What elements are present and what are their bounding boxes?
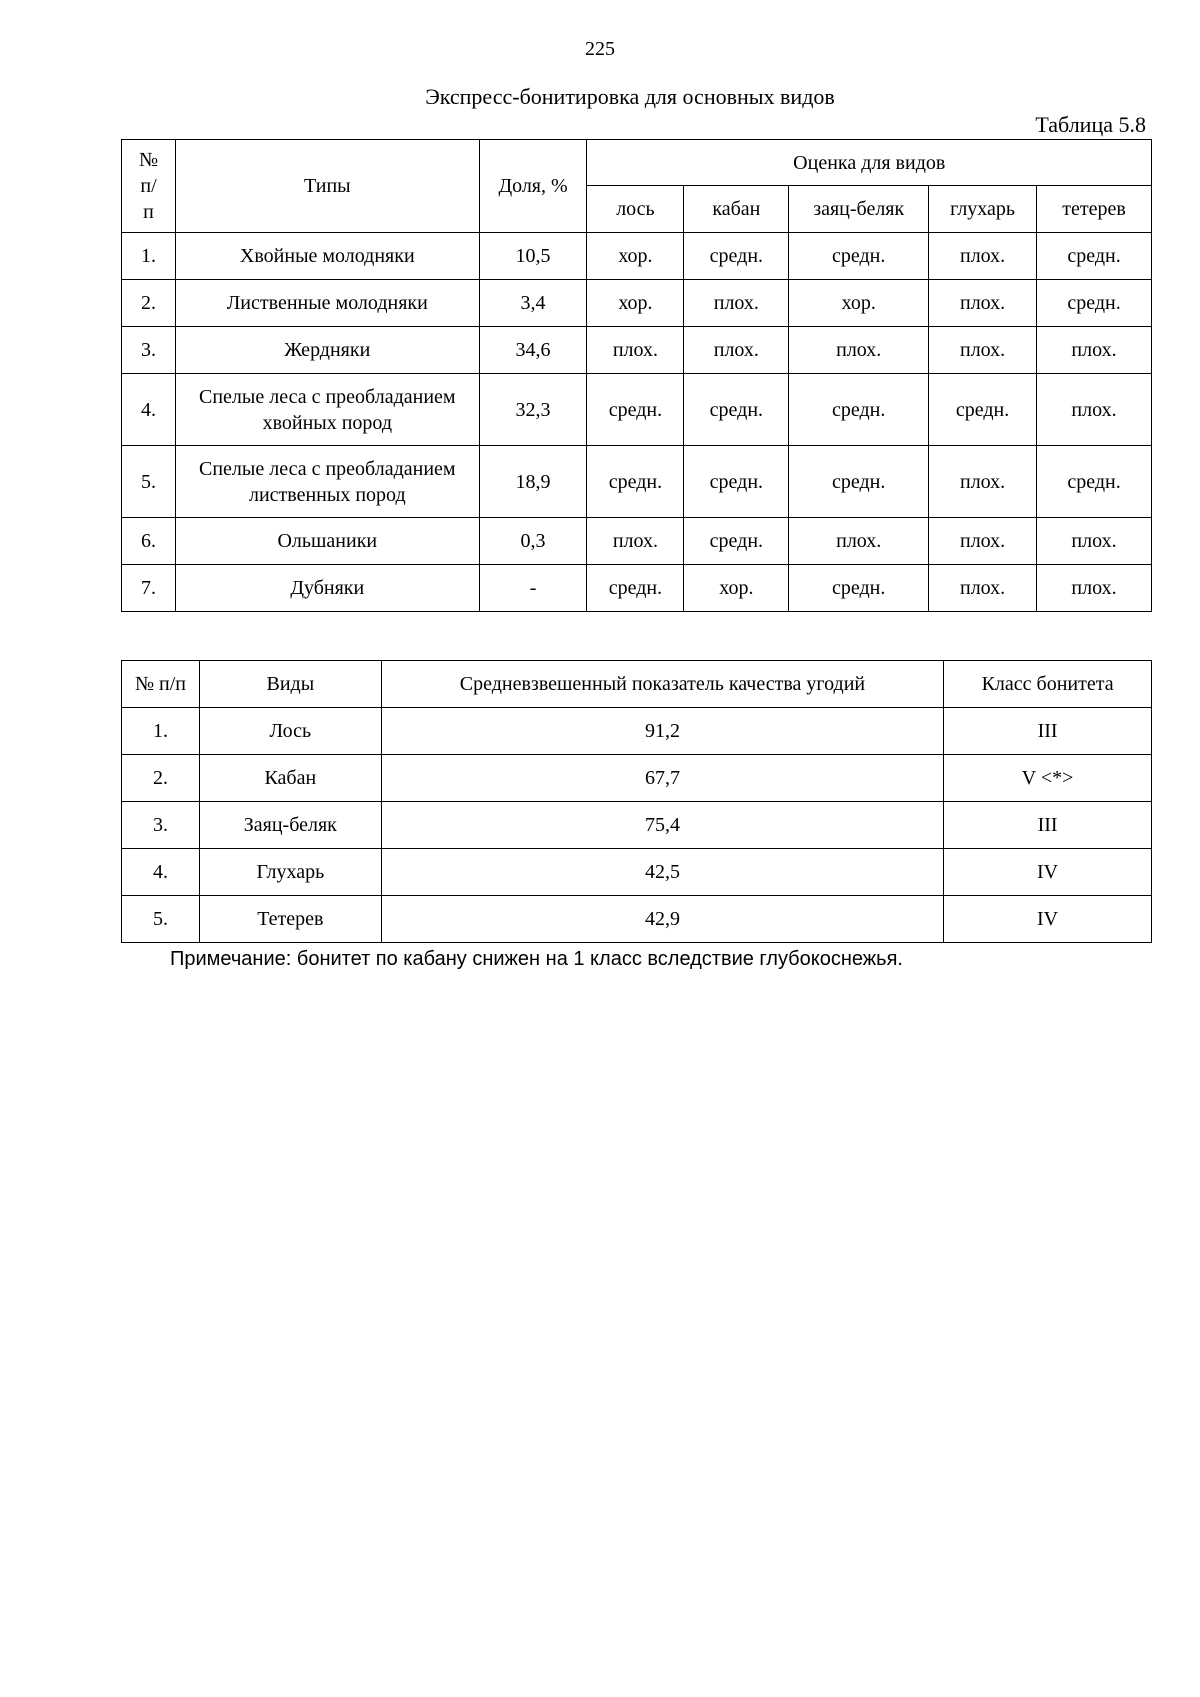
row-type: Жердняки xyxy=(175,327,479,374)
row-rating: средн. xyxy=(789,374,929,446)
header-species: заяц-беляк xyxy=(789,186,929,233)
row-rating: хор. xyxy=(789,280,929,327)
row-rating: плох. xyxy=(929,233,1037,280)
table-note: Примечание: бонитет по кабану снижен на 1 класс вследствие глубокоснежья. xyxy=(170,948,903,970)
header-quality-index: Средневзвешенный показатель качества угодий xyxy=(381,661,943,708)
header-share: Доля, % xyxy=(479,140,587,233)
table-row xyxy=(122,755,1152,802)
row-share: - xyxy=(479,565,587,612)
row-rating: средн. xyxy=(789,446,929,518)
row-share: 10,5 xyxy=(479,233,587,280)
table-row xyxy=(122,896,1152,943)
row-num: 3. xyxy=(122,802,200,849)
row-rating: средн. xyxy=(1037,446,1152,518)
row-rating: плох. xyxy=(929,280,1037,327)
row-type: Дубняки xyxy=(175,565,479,612)
row-rating: средн. xyxy=(684,233,789,280)
row-num: 5. xyxy=(122,896,200,943)
row-type: Спелые леса с преобладанием лиственных пород xyxy=(175,446,479,518)
row-num: 7. xyxy=(122,565,176,612)
row-rating: плох. xyxy=(929,518,1037,565)
habitat-rating-table xyxy=(121,139,1152,612)
row-rating: плох. xyxy=(684,280,789,327)
row-rating: средн. xyxy=(684,374,789,446)
row-num: 5. xyxy=(122,446,176,518)
row-bonitet-class: IV xyxy=(944,849,1152,896)
row-bonitet-class: III xyxy=(944,802,1152,849)
bonitet-class-table xyxy=(121,660,1152,943)
row-rating: плох. xyxy=(587,518,684,565)
row-quality-index: 91,2 xyxy=(381,708,943,755)
table-row xyxy=(122,708,1152,755)
header-rating: Оценка для видов xyxy=(587,140,1152,186)
row-share: 0,3 xyxy=(479,518,587,565)
row-rating: средн. xyxy=(929,374,1037,446)
row-rating: хор. xyxy=(684,565,789,612)
table-label: Таблица 5.8 xyxy=(1035,112,1146,137)
row-num: 4. xyxy=(122,374,176,446)
row-rating: плох. xyxy=(789,327,929,374)
row-rating: плох. xyxy=(684,327,789,374)
row-num: 6. xyxy=(122,518,176,565)
row-rating: плох. xyxy=(587,327,684,374)
row-share: 34,6 xyxy=(479,327,587,374)
header-species: глухарь xyxy=(929,186,1037,233)
header-species: тетерев xyxy=(1037,186,1152,233)
row-quality-index: 75,4 xyxy=(381,802,943,849)
row-rating: плох. xyxy=(1037,327,1152,374)
row-rating: средн. xyxy=(1037,280,1152,327)
table-header-row xyxy=(122,140,1152,186)
header-species: кабан xyxy=(684,186,789,233)
row-rating: плох. xyxy=(929,446,1037,518)
row-quality-index: 42,9 xyxy=(381,896,943,943)
row-species: Глухарь xyxy=(199,849,381,896)
row-type: Ольшаники xyxy=(175,518,479,565)
row-type: Спелые леса с преобладанием хвойных пород xyxy=(175,374,479,446)
row-species: Лось xyxy=(199,708,381,755)
row-rating: средн. xyxy=(587,374,684,446)
row-rating: плох. xyxy=(1037,565,1152,612)
header-types: Типы xyxy=(175,140,479,233)
row-rating: средн. xyxy=(587,446,684,518)
row-rating: плох. xyxy=(1037,374,1152,446)
table-row xyxy=(122,802,1152,849)
table-row xyxy=(122,849,1152,896)
row-rating: хор. xyxy=(587,280,684,327)
row-bonitet-class: IV xyxy=(944,896,1152,943)
header-bonitet-class: Класс бонитета xyxy=(944,661,1152,708)
row-bonitet-class: III xyxy=(944,708,1152,755)
row-rating: средн. xyxy=(1037,233,1152,280)
row-species: Тетерев xyxy=(199,896,381,943)
row-type: Хвойные молодняки xyxy=(175,233,479,280)
row-share: 3,4 xyxy=(479,280,587,327)
row-quality-index: 67,7 xyxy=(381,755,943,802)
row-species: Заяц-беляк xyxy=(199,802,381,849)
table-row xyxy=(122,374,1152,446)
row-rating: средн. xyxy=(684,518,789,565)
row-species: Кабан xyxy=(199,755,381,802)
row-rating: средн. xyxy=(789,233,929,280)
table-header-row xyxy=(122,661,1152,708)
row-share: 18,9 xyxy=(479,446,587,518)
document-title: Экспресс-бонитировка для основных видов xyxy=(425,84,835,109)
table-row xyxy=(122,233,1152,280)
table-row xyxy=(122,518,1152,565)
page-number: 225 xyxy=(585,38,615,60)
row-rating: хор. xyxy=(587,233,684,280)
row-rating: плох. xyxy=(929,327,1037,374)
header-species: Виды xyxy=(199,661,381,708)
table-row xyxy=(122,280,1152,327)
row-rating: плох. xyxy=(1037,518,1152,565)
row-share: 32,3 xyxy=(479,374,587,446)
row-num: 1. xyxy=(122,708,200,755)
table-row xyxy=(122,446,1152,518)
row-num: 2. xyxy=(122,280,176,327)
header-species: лось xyxy=(587,186,684,233)
row-num: 4. xyxy=(122,849,200,896)
table-row xyxy=(122,327,1152,374)
row-type: Лиственные молодняки xyxy=(175,280,479,327)
row-rating: плох. xyxy=(929,565,1037,612)
header-num: № п/п xyxy=(122,661,200,708)
header-num: № п/п xyxy=(122,140,176,233)
row-rating: плох. xyxy=(789,518,929,565)
row-num: 1. xyxy=(122,233,176,280)
table-row xyxy=(122,565,1152,612)
row-rating: средн. xyxy=(587,565,684,612)
row-rating: средн. xyxy=(789,565,929,612)
row-num: 2. xyxy=(122,755,200,802)
row-bonitet-class: V <*> xyxy=(944,755,1152,802)
row-rating: средн. xyxy=(684,446,789,518)
row-quality-index: 42,5 xyxy=(381,849,943,896)
row-num: 3. xyxy=(122,327,176,374)
